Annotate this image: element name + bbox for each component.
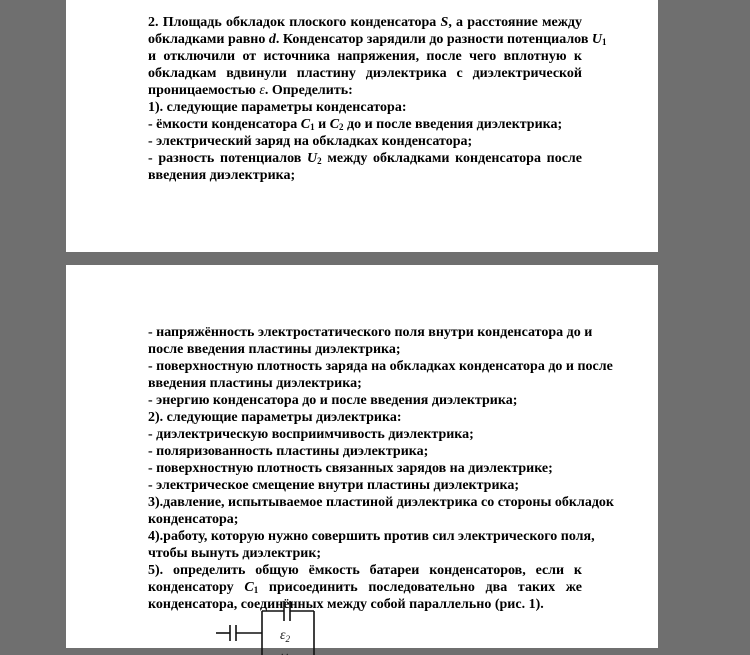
text-line: введения диэлектрика; — [148, 168, 296, 183]
text-line: - энергию конденсатора до и после введения диэлектрика; — [148, 393, 518, 408]
text-line: 4).работу, которую нужно совершить против сил электрического поля, — [148, 529, 595, 544]
text-line: введения пластины диэлектрика; — [148, 376, 362, 391]
text-line: конденсатора, соединённых между собой параллельно (рис. 1). — [148, 597, 544, 612]
text-line: - поверхностную плотность заряда на обкладках конденсатора до и после — [148, 359, 613, 374]
document-page-2 — [66, 265, 658, 655]
text-line: - электрический заряд на обкладках конденсатора; — [148, 134, 473, 149]
document-page-1 — [66, 0, 658, 252]
text-line: чтобы вынуть диэлектрик; — [148, 546, 322, 561]
text-line: 5). определить общую ёмкость батареи конденсаторов, если к — [148, 563, 582, 578]
text-line: - поляризованность пластины диэлектрика; — [148, 444, 429, 459]
text-line: и отключили от источника напряжения, после чего вплотную к — [148, 49, 582, 64]
text-line: - ёмкости конденсатора $C_1$ и $C_2$ до и после введения диэлектрика; — [148, 117, 563, 132]
text-line: после введения пластины диэлектрика; — [148, 342, 401, 357]
capacitor-label: $\varepsilon_2$ — [280, 628, 291, 644]
text-line: обкладками равно d. Конденсатор зарядили до разности потенциалов $U_1$ — [148, 32, 607, 47]
circuit-dots: . . — [281, 647, 289, 655]
text-line: конденсатора; — [148, 512, 239, 527]
text-line: - электрическое смещение внутри пластины диэлектрика; — [148, 478, 520, 493]
problem-text-part-1 — [148, 14, 607, 184]
text-line: 2. Площадь обкладок плоского конденсатора S, а расстояние между — [148, 15, 582, 30]
text-line: - разность потенциалов $U_2$ между обкладками конденсатора после — [148, 151, 582, 166]
text-line: 3).давление, испытываемое пластиной диэлектрика со стороны обкладок — [148, 495, 614, 510]
text-line: 1). следующие параметры конденсатора: — [148, 100, 407, 115]
text-line: - диэлектрическую восприимчивость диэлектрика; — [148, 427, 474, 442]
capacitor-circuit-diagram — [216, 595, 396, 655]
text-line: - напряжённость электростатического поля внутри конденсатора до и — [148, 325, 593, 340]
text-line: конденсатору $C_1$ присоединить последовательно два таких же — [148, 580, 582, 595]
text-line: - поверхностную плотность связанных зарядов на диэлектрике; — [148, 461, 553, 476]
text-line: обкладкам вдвинули пластину диэлектрика с диэлектрической — [148, 66, 582, 81]
text-line: 2). следующие параметры диэлектрика: — [148, 410, 402, 425]
problem-text-part-2 — [148, 324, 614, 613]
text-line: проницаемостью ε. Определить: — [148, 83, 353, 98]
